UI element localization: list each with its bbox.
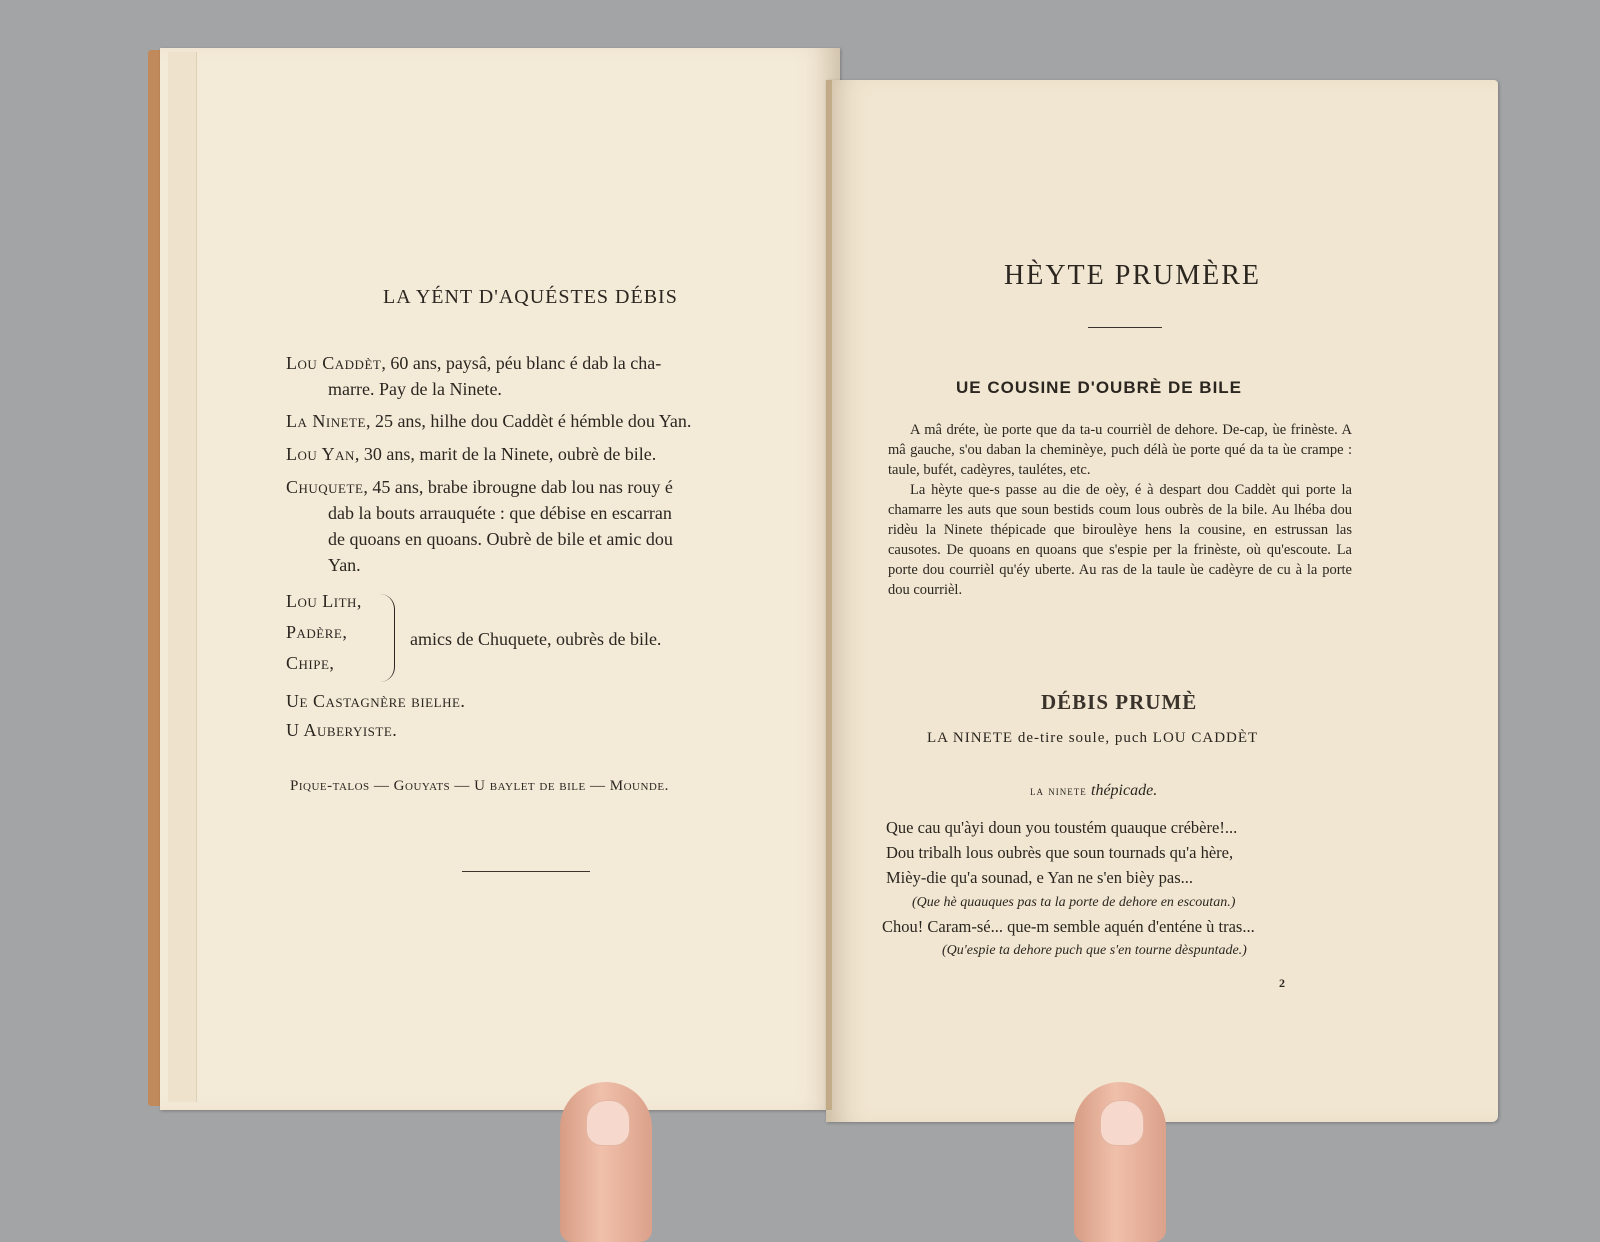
page-number: 2 bbox=[1279, 976, 1285, 990]
stage-direction: (Qu'espie ta dehore puch que s'en tourne dèspuntade.) bbox=[942, 943, 1247, 958]
cast-entry: Chuquete, 45 ans, brabe ibrougne dab lou nas rouy é dab la bouts arrauquéte : que débise en escarran de quoans en quoans. Oubrè de bile et amic dou Yan. bbox=[286, 477, 673, 575]
verse-line: Mièy-die qu'a sounad, e Yan ne s'en bièy pas... bbox=[886, 868, 1194, 887]
cast-entry: La Ninete, 25 ans, hilhe dou Caddèt é hémble dou Yan. bbox=[286, 411, 692, 431]
right-page bbox=[826, 80, 1498, 1122]
scene-characters: LA NINETE de-tire soule, puch LOU CADDÈT bbox=[927, 730, 1259, 746]
divider-rule bbox=[462, 871, 590, 872]
brace-bracket bbox=[380, 594, 395, 682]
scene-heading: UE COUSINE D'OUBRÈ DE BILE bbox=[956, 378, 1243, 397]
stage-description bbox=[888, 420, 1352, 600]
cast-list-title: LA YÉNT D'AQUÉSTES DÉBIS bbox=[383, 286, 678, 308]
left-page bbox=[160, 48, 840, 1110]
cast-entry: Lou Lith, bbox=[286, 591, 362, 611]
paragraph: La hèyte que-s passe au die de oèy, é à despart dou Caddèt qui porte la chamarre les auts que soun bestids coum lous oubrès de la bile. Au lhéba dou ridèu la Ninete thépicade que biroulèye hens la cousine, en estrussan las causotes. De quoans en quoans que s'espie per la frinèste, où qu'escoute. La porte dou courrièl qu'éy uberte. Au ras de la taule ùe cadèyre de cu à la porte dou courrièl. bbox=[888, 482, 1352, 598]
book-gutter bbox=[826, 80, 832, 1110]
speaker-label: la ninete thépicade. bbox=[1030, 782, 1158, 799]
cast-entry: U Auberyiste. bbox=[286, 720, 398, 740]
paragraph: A mâ dréte, ùe porte que da ta-u courrièl de dehore. De-cap, ùe frinèste. A mâ gauche, s'ou daban la cheminèye, puch délà ùe porte qué da ta ùe crampe : taule, bufét, cadèyres, taulétes, etc. bbox=[888, 422, 1352, 478]
divider-rule bbox=[1088, 327, 1162, 328]
act-title: HÈYTE PRUMÈRE bbox=[1004, 260, 1261, 291]
verse-line: Dou tribalh lous oubrès que soun tournads qu'a hère, bbox=[886, 843, 1234, 862]
cast-entry: Chipe, bbox=[286, 653, 335, 673]
thumb-right bbox=[1074, 1082, 1166, 1242]
stage-direction: (Que hè quauques pas ta la porte de dehore en escoutan.) bbox=[912, 895, 1236, 910]
verse-line: Chou! Caram-sé... que-m semble aquén d'enténe ù tras... bbox=[882, 917, 1255, 936]
cast-entry: Lou Caddèt, 60 ans, paysâ, péu blanc é dab la cha- marre. Pay de la Ninete. bbox=[286, 353, 662, 399]
cast-entry: Padère, bbox=[286, 622, 348, 642]
cast-entry: Lou Yan, 30 ans, marit de la Ninete, oubrè de bile. bbox=[286, 444, 657, 464]
cast-entry: Ue Castagnère bielhe. bbox=[286, 691, 466, 711]
verse-line: Que cau qu'àyi doun you toustém quauque crébère!... bbox=[886, 818, 1238, 837]
thumb-left bbox=[560, 1082, 652, 1242]
grouped-description: amics de Chuquete, oubrès de bile. bbox=[410, 629, 662, 649]
scene-title: DÉBIS PRUMÈ bbox=[1041, 690, 1198, 714]
extras-line: Pique-talos — Gouyats — U baylet de bile — Mounde. bbox=[290, 778, 669, 794]
